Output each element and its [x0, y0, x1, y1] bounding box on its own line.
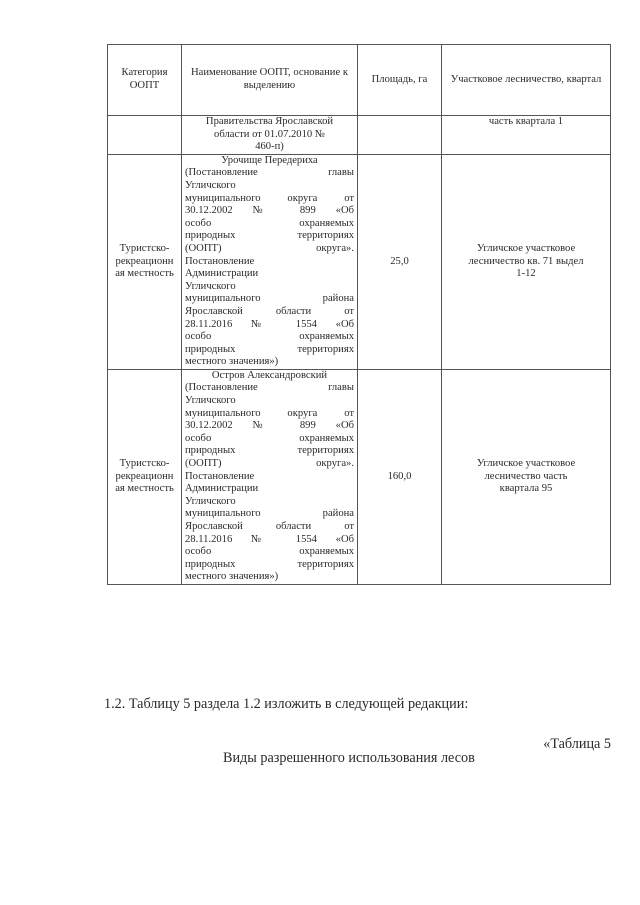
paragraph-1-2: 1.2. Таблицу 5 раздела 1.2 изложить в следующей редакции:: [104, 696, 469, 712]
oopt-basis-line: 28.11.2016 № 1554 «Об: [185, 533, 354, 545]
table-row-continuation: [108, 116, 611, 155]
category-cell: [108, 154, 182, 369]
table-header-row: [108, 45, 611, 116]
oopt-basis-line: муниципального района: [185, 293, 354, 305]
oopt-basis-line: особо охраняемых: [185, 432, 354, 444]
category-line: рекреационн: [115, 255, 174, 267]
header-name: Наименование ООПТ, основание к выделению: [182, 45, 358, 116]
oopt-basis-line: муниципального округа от: [185, 192, 354, 204]
oopt-basis-line: местного значения»): [185, 356, 279, 368]
oopt-basis-line: особо охраняемых: [185, 331, 354, 343]
oopt-basis-line: Администрации: [185, 268, 259, 280]
oopt-basis-line: местного значения»): [185, 571, 279, 583]
continuation-forestry: часть квартала 1: [442, 116, 611, 155]
oopt-basis-line: Угличского: [185, 280, 236, 292]
table-row: [108, 154, 611, 369]
category-line: Туристско-: [119, 242, 170, 254]
category-cell: [108, 369, 182, 584]
name-line: 460-п): [255, 141, 284, 153]
area-cell: 160,0: [358, 369, 442, 584]
oopt-basis-line: Ярославской области от: [185, 521, 354, 532]
oopt-basis-line: 30.12.2002 № 899 «Об: [185, 420, 354, 432]
forestry-line: лесничество кв. 71 выдел: [468, 255, 584, 267]
category-line: Туристско-: [119, 458, 170, 470]
oopt-basis-line: Угличского: [185, 179, 236, 191]
oopt-basis-line: Администрации: [185, 483, 259, 495]
header-area: Площадь, га: [358, 45, 442, 116]
category-line: ая местность: [115, 483, 174, 495]
continuation-area: [358, 116, 442, 155]
header-forestry: Участковое лесничество, квартал: [442, 45, 611, 116]
oopt-basis-line: (ООПТ) округа».: [185, 458, 354, 470]
name-line: Правительства Ярославской: [205, 116, 334, 127]
oopt-basis-line: Ярославской области от: [185, 305, 354, 317]
forestry-cell: [442, 154, 611, 369]
header-category: Категория ООПТ: [108, 45, 182, 116]
continuation-name: [182, 116, 358, 155]
oopt-basis-line: Угличского: [185, 495, 236, 507]
table-row: [108, 369, 611, 584]
oopt-basis-line: особо охраняемых: [185, 546, 354, 558]
forestry-line: квартала 95: [499, 483, 553, 495]
forestry-line: лесничество часть: [484, 470, 568, 482]
oopt-title: Урочище Передериха: [221, 154, 318, 166]
oopt-basis-line: (Постановление главы: [185, 382, 354, 394]
category-line: ая местность: [115, 268, 174, 280]
oopt-basis-line: природных территориях: [185, 230, 354, 242]
name-line: области от 01.07.2010 №: [214, 128, 325, 140]
forestry-line: Угличское участковое: [476, 458, 576, 470]
forestry-line: 1-12: [516, 268, 536, 280]
oopt-basis-line: природных территориях: [185, 343, 354, 355]
table-5-title: Виды разрешенного использования лесов: [223, 750, 475, 766]
area-cell: 25,0: [358, 154, 442, 369]
oopt-basis-line: (Постановление главы: [185, 167, 354, 179]
oopt-basis-line: (ООПТ) округа».: [185, 242, 354, 254]
oopt-basis-line: Постановление: [185, 470, 255, 482]
forestry-line: Угличское участковое: [476, 242, 576, 254]
continuation-category: [108, 116, 182, 155]
oopt-basis-line: особо охраняемых: [185, 217, 354, 229]
oopt-table: [107, 44, 611, 585]
oopt-title: Остров Александровский: [211, 369, 328, 381]
oopt-name-cell: [182, 369, 358, 584]
oopt-basis-line: 28.11.2016 № 1554 «Об: [185, 318, 354, 330]
oopt-basis-line: 30.12.2002 № 899 «Об: [185, 205, 354, 217]
forestry-cell: [442, 369, 611, 584]
oopt-basis-line: природных территориях: [185, 445, 354, 457]
oopt-basis-line: Постановление: [185, 255, 255, 267]
oopt-name-cell: [182, 154, 358, 369]
oopt-basis-line: Угличского: [185, 395, 236, 407]
oopt-basis-line: муниципального округа от: [185, 407, 354, 419]
oopt-basis-line: муниципального района: [185, 508, 354, 520]
category-line: рекреационн: [115, 470, 174, 482]
oopt-basis-line: природных территориях: [185, 558, 354, 570]
table-5-label: «Таблица 5: [543, 736, 611, 752]
